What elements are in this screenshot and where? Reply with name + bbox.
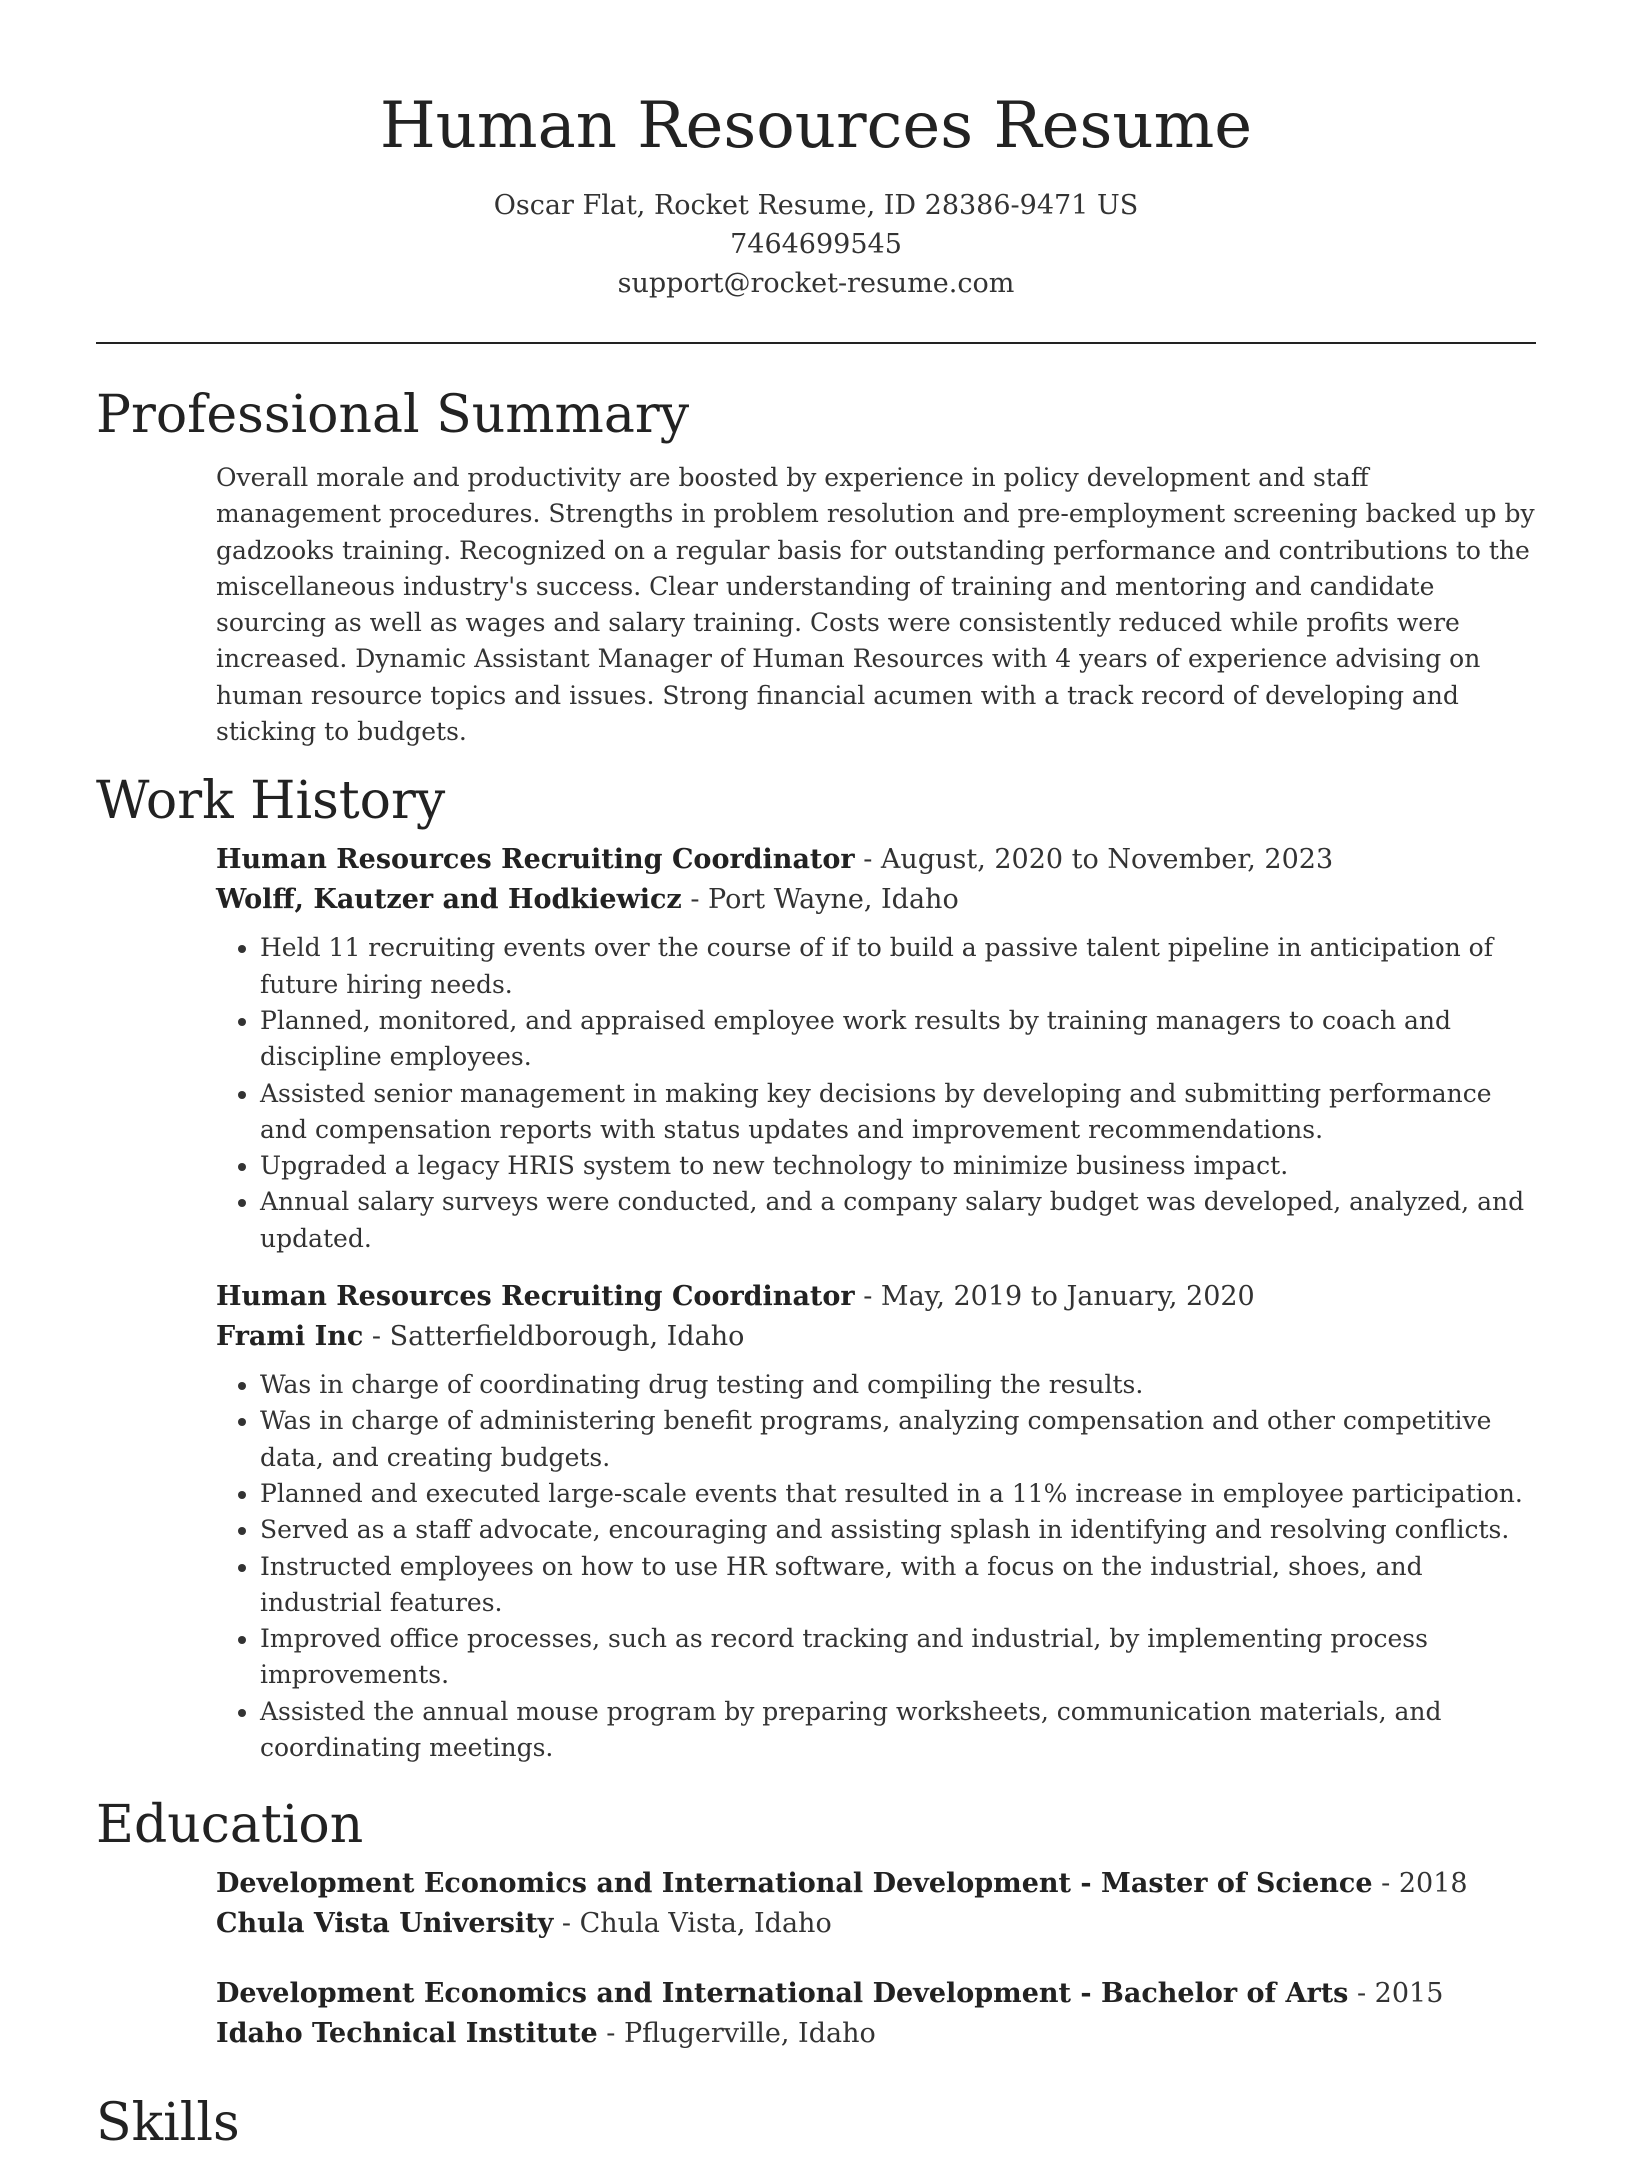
job-dates: - August, 2020 to November, 2023 <box>854 844 1334 876</box>
education-year: - 2015 <box>1348 1978 1444 2010</box>
job-dates: - May, 2019 to January, 2020 <box>854 1281 1255 1313</box>
job-bullet: • Upgraded a legacy HRIS system to new technology to minimize business impact. <box>260 1148 1536 1184</box>
job-bullet: • Assisted senior management in making key decisions by developing and submitting performance and compensation reports with status updates and improvement recommendations. <box>260 1076 1536 1149</box>
education-field: Development Economics and International Development <box>216 1868 1072 1900</box>
education-degree-line <box>216 1974 1536 2014</box>
job-bullet: • Planned and executed large-scale events that resulted in a 11% increase in employee participation. <box>260 1476 1536 1512</box>
resume-content <box>96 376 1536 2162</box>
education-school: Idaho Technical Institute <box>216 2018 598 2050</box>
education-degree: - Master of Science <box>1071 1868 1373 1900</box>
education-degree: - Bachelor of Arts <box>1071 1978 1349 2010</box>
job-location: - Port Wayne, Idaho <box>681 884 959 916</box>
education-location: - Pflugerville, Idaho <box>597 2018 876 2050</box>
education-entry <box>216 1864 1536 1944</box>
job-entry <box>216 840 1536 1257</box>
header-divider <box>96 342 1536 344</box>
job-company-line <box>216 880 1536 920</box>
job-title: Human Resources Recruiting Coordinator <box>216 844 855 876</box>
job-bullet: • Planned, monitored, and appraised employee work results by training managers to coach and discipline employees. <box>260 1003 1536 1076</box>
job-bullet: • Served as a staff advocate, encouraging and assisting splash in identifying and resolving conflicts. <box>260 1512 1536 1548</box>
education-school-line <box>216 2014 1536 2054</box>
job-bullets <box>216 930 1536 1257</box>
summary-heading: Professional Summary <box>96 385 690 445</box>
job-entry <box>216 1277 1536 1766</box>
education-school-line <box>216 1904 1536 1944</box>
education-degree-line <box>216 1864 1536 1904</box>
resume-header <box>0 0 1632 303</box>
job-bullet: • Was in charge of coordinating drug testing and compiling the results. <box>260 1367 1536 1403</box>
job-company: Frami Inc <box>216 1321 364 1353</box>
job-title: Human Resources Recruiting Coordinator <box>216 1281 855 1313</box>
job-location: - Satterfieldborough, Idaho <box>363 1321 745 1353</box>
job-company: Wolff, Kautzer and Hodkiewicz <box>216 884 682 916</box>
job-company-line <box>216 1317 1536 1357</box>
contact-block <box>0 186 1632 303</box>
education-year: - 2018 <box>1372 1868 1468 1900</box>
skills-heading: Skills <box>96 2093 240 2154</box>
job-bullet: • Was in charge of administering benefit programs, analyzing compensation and other competitive data, and creating budgets. <box>260 1403 1536 1476</box>
job-bullets <box>216 1367 1536 1766</box>
resume-title: Human Resources Resume <box>379 89 1253 163</box>
job-bullet: • Instructed employees on how to use HR software, with a focus on the industrial, shoes, and industrial features. <box>260 1549 1536 1622</box>
job-title-line <box>216 1277 1536 1317</box>
job-title-line <box>216 840 1536 880</box>
job-bullet: • Improved office processes, such as record tracking and industrial, by implementing process improvements. <box>260 1621 1536 1694</box>
job-bullet: • Assisted the annual mouse program by preparing worksheets, communication materials, and coordinating meetings. <box>260 1694 1536 1767</box>
work-history-heading: Work History <box>96 771 446 832</box>
contact-phone: 7464699545 <box>730 229 902 260</box>
education-location: - Chula Vista, Idaho <box>553 1908 832 1940</box>
contact-email: support@rocket-resume.com <box>617 268 1015 299</box>
job-bullet: • Annual salary surveys were conducted, and a company salary budget was developed, analyzed, and updated. <box>260 1184 1536 1257</box>
contact-address: Oscar Flat, Rocket Resume, ID 28386-9471 US <box>493 190 1139 221</box>
education-entry <box>216 1974 1536 2054</box>
education-heading: Education <box>96 1795 364 1856</box>
education-field: Development Economics and International Development <box>216 1978 1072 2010</box>
education-school: Chula Vista University <box>216 1908 554 1940</box>
summary-text: Overall morale and productivity are boosted by experience in policy development and staff management procedures. Strengths in problem resolution and pre-employment screening backed up by gadzooks training. Recognized on a regular basis for outstanding performance and contributions to the miscellaneous industry's success. Clear understanding of training and mentoring and candidate sourcing as well as wages and salary training. Costs were consistently reduced while profits were increased. Dynamic Assistant Manager of Human Resources with 4 years of experience advising on human resource topics and issues. Strong financial acumen with a track record of developing and sticking to budgets. <box>216 463 1535 747</box>
job-bullet: • Held 11 recruiting events over the course of if to build a passive talent pipeline in anticipation of future hiring needs. <box>260 930 1536 1003</box>
